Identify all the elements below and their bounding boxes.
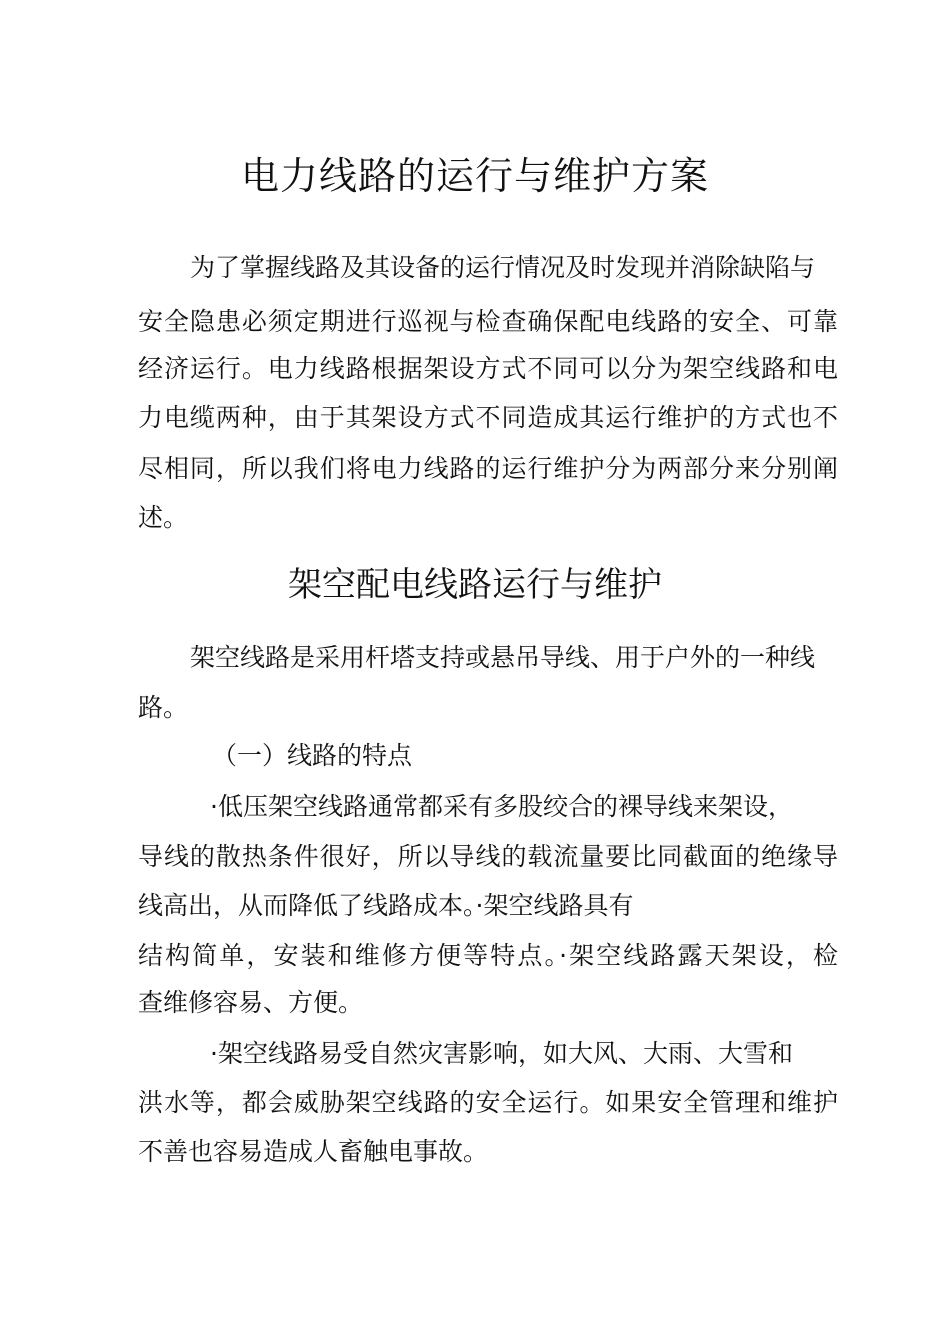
feature-line: 结构简单，安装和维修方便等特点。·架空线路露天架设，检 [138, 941, 838, 970]
intro-line: 述。 [138, 503, 189, 532]
feature-line: 不善也容易造成人畜触电事故。 [138, 1137, 489, 1166]
feature-line: 查维修容易、方便。 [138, 988, 364, 1017]
feature-line: 洪水等，都会威胁架空线路的安全运行。如果安全管理和维护 [138, 1088, 838, 1117]
feature-line: 导线的散热条件很好，所以导线的载流量要比同截面的绝缘导 [138, 842, 838, 871]
intro-line: 尽相同，所以我们将电力线路的运行维护分为两部分来分别阐 [138, 454, 838, 483]
document-title: 电力线路的运行与维护方案 [240, 154, 709, 198]
intro-line: 为了掌握线路及其设备的运行情况及时发现并消除缺陷与 [190, 253, 816, 282]
intro-line: 力电缆两种，由于其架设方式不同造成其运行维护的方式也不 [138, 403, 838, 432]
section-intro-line: 架空线路是采用杆塔支持或悬吊导线、用于户外的一种线 [190, 643, 816, 672]
feature-line: ·架空线路易受自然灾害影响，如大风、大雨、大雪和 [210, 1039, 793, 1068]
subsection-heading: （一）线路的特点 [212, 741, 413, 770]
section-title: 架空配电线路运行与维护 [288, 565, 662, 605]
feature-line: 线高出，从而降低了线路成本。·架空线路具有 [138, 891, 634, 920]
intro-line: 安全隐患必须定期进行巡视与检查确保配电线路的安全、可靠 [138, 307, 838, 336]
intro-line: 经济运行。电力线路根据架设方式不同可以分为架空线路和电 [138, 354, 838, 383]
section-intro-line: 路。 [138, 693, 189, 722]
feature-line: ·低压架空线路通常都采有多股绞合的裸导线来架设， [210, 792, 793, 821]
